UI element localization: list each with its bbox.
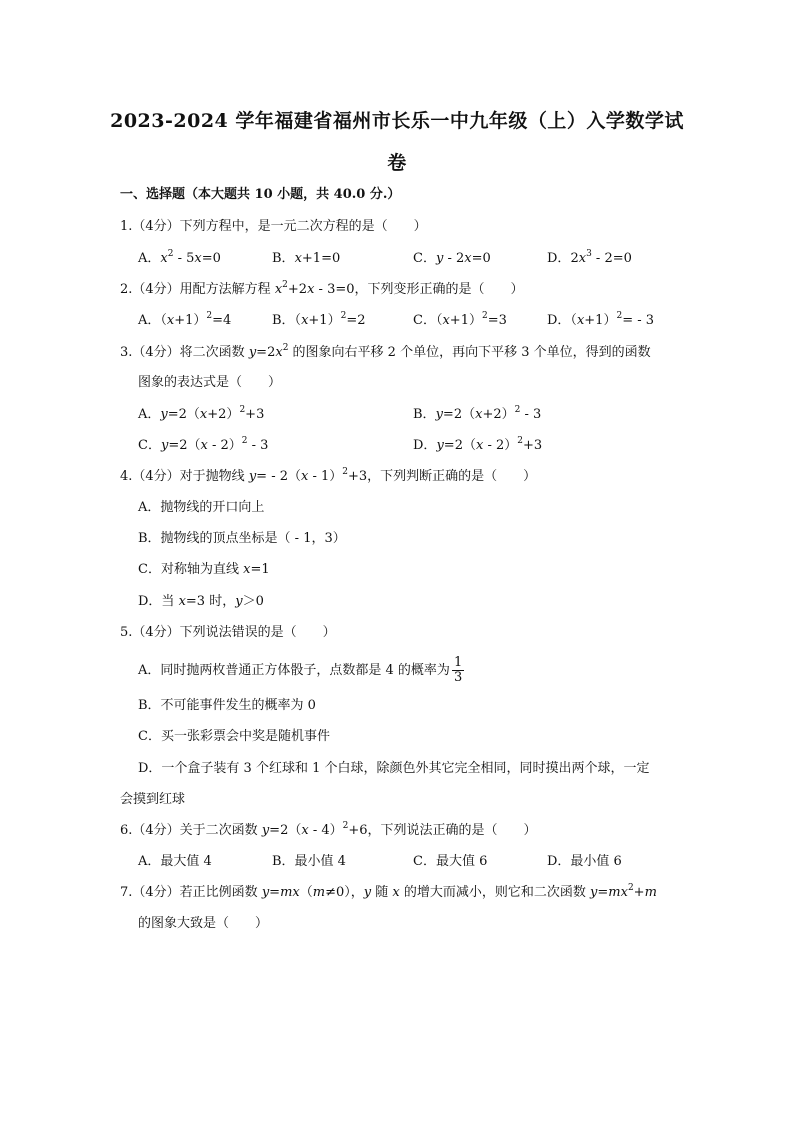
question-7-stem-line2: 的图象大致是（ ）: [138, 916, 269, 931]
question-3-option-c: C．y=2（x - 2）$^2$ - 3: [138, 436, 269, 453]
section-heading: 一、选择题（本大题共 10 小题，共 40.0 分.）: [120, 187, 401, 202]
question-6-option-d: D．最小值 6: [547, 854, 622, 869]
question-6-stem: 6.（4分）关于二次函数 y=2（x - 4）$^2$+6，下列说法正确的是（ ）: [120, 821, 537, 838]
question-3-option-d: D．y=2（x - 2）$^2$+3: [413, 436, 543, 453]
fraction-one-third: $\frac{1}{3}$: [453, 655, 463, 685]
question-6-option-c: C．最大值 6: [413, 854, 488, 869]
question-4-option-c: C．对称轴为直线 x=1: [138, 562, 270, 577]
question-5-stem: 5.（4分）下列说法错误的是（ ）: [120, 625, 336, 640]
question-2-option-b: B．$(x+1)^2=2$: [272, 311, 366, 328]
question-6-option-b: B．最小值 4: [272, 854, 346, 869]
page-title-line1: 2023-2024 学年福建省福州市长乐一中九年级（上）入学数学试: [110, 110, 684, 132]
question-3-option-b: B．$y=2(x+2)^2 - 3$: [413, 405, 542, 422]
question-1-option-d: D．$2x^3 - 2=0$: [547, 249, 632, 266]
question-5-option-d: D．一个盒子装有 3 个红球和 1 个白球，除颜色外其它完全相同，同时摸出两个球，一定: [138, 761, 650, 776]
question-3-stem-line2: 图象的表达式是（ ）: [138, 375, 282, 390]
question-1-option-a: A．$x^2 - 5x=0$: [138, 249, 221, 266]
question-5-option-b: B．不可能事件发生的概率为 0: [138, 698, 316, 713]
question-3-option-a: A．$y=2(x+2)^2+3$: [138, 405, 265, 422]
question-2-stem: 2.（4分）用配方法解方程 $x^2+2x - 3=0$，下列变形正确的是（ ）: [120, 280, 524, 297]
question-4-option-b: B．抛物线的顶点坐标是（ - 1，3）: [138, 531, 346, 546]
question-1-stem: 1.（4分）下列方程中，是一元二次方程的是（ ）: [120, 219, 427, 234]
question-4-stem: 4.（4分）对于抛物线 y= - 2（x - 1）$^2$+3，下列判断正确的是（ ）: [120, 467, 537, 484]
question-5-option-d-line2: 会摸到红球: [120, 792, 186, 807]
question-2-option-c: C．$(x+1)^2=3$: [413, 311, 507, 328]
question-4-option-a: A．抛物线的开口向上: [138, 500, 265, 515]
question-7-stem: 7.（4分）若正比例函数 y=mx（m≠0），y 随 x 的增大而减小，则它和二次函数 $y=mx^2+m$: [120, 883, 657, 900]
question-2-option-d: D．$(x+1)^2= - 3$: [547, 311, 655, 328]
question-3-stem: 3.（4分）将二次函数 $y=2x^2$ 的图象向右平移 2 个单位，再向下平移 3 个单位，得到的函数: [120, 343, 651, 360]
question-4-option-d: D．当 x=3 时，y＞0: [138, 594, 264, 609]
question-6-option-a: A．最大值 4: [138, 854, 212, 869]
question-2-option-a: A．$(x+1)^2=4$: [138, 311, 232, 328]
question-5-option-c: C．买一张彩票会中奖是随机事件: [138, 729, 330, 744]
question-5-option-a: A．同时抛两枚普通正方体骰子，点数都是 4 的概率为 $\frac{1}{3}$: [138, 655, 463, 685]
question-1-option-c: C．y - 2x=0: [413, 251, 491, 266]
page-title-line2: 卷: [387, 152, 407, 174]
question-1-option-b: B．x+1=0: [272, 251, 341, 266]
